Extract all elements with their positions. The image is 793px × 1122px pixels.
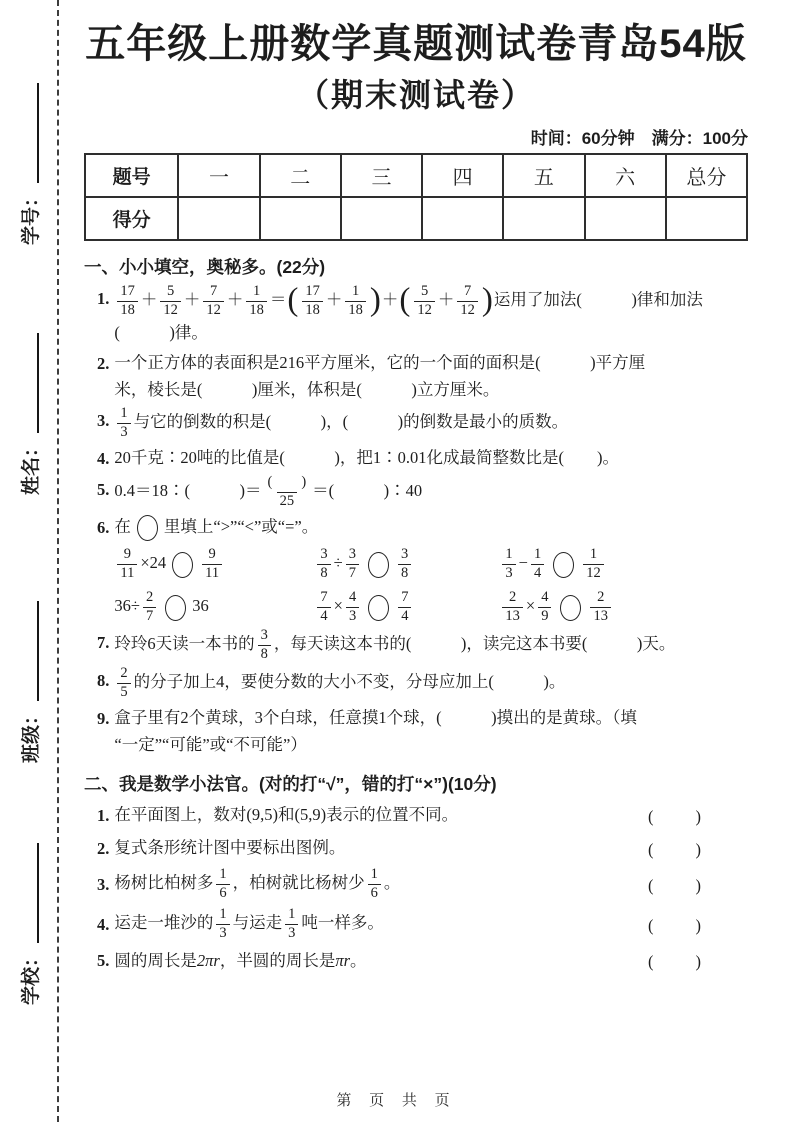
class-field xyxy=(15,591,43,773)
fraction: $\frac{2}{7}$ xyxy=(143,590,156,625)
question-5-line-1 xyxy=(114,475,748,510)
fraction: $\frac{1}{12}$ xyxy=(583,547,604,582)
section2-heading: 二、我是数学小法官。(对的打“√”，错的打“×”)(10分) xyxy=(84,773,497,794)
fraction: $\frac{1}{3}$ xyxy=(502,547,515,582)
text-run: ( )律。 xyxy=(114,323,208,343)
text-run: 里填上“>”“<”或“=”。 xyxy=(163,517,319,537)
school-label: 学校： xyxy=(21,948,42,1006)
math-italic: πr xyxy=(335,950,350,970)
question-4-line-1 xyxy=(114,444,748,471)
tf-answer-blank: ( ) xyxy=(648,806,704,826)
math-italic: 2πr xyxy=(196,950,220,970)
text-run: ＋ xyxy=(226,290,244,310)
question-6-intro xyxy=(114,513,748,541)
text-run: 米，棱长是( )厘米，体积是( )立方厘米。 xyxy=(114,380,500,400)
text-run: 。 xyxy=(383,872,401,892)
fraction: $\frac{2}{13}$ xyxy=(590,590,611,625)
question-number: 9. xyxy=(97,708,110,728)
score-row-label: 得分 xyxy=(85,197,178,240)
tf-answer-blank: ( ) xyxy=(648,876,704,896)
fraction: $\frac{3}{8}$ xyxy=(398,547,411,582)
text-run: ，每天读这本书的( )，读完这本书要( )天。 xyxy=(273,634,676,654)
score-table xyxy=(84,153,748,241)
tf-question-3-text xyxy=(114,867,400,902)
text-run: 盒子里有2个黄球，3个白球，任意摸1个球，( )摸出的是黄球。（填 xyxy=(114,707,637,727)
score-table-header-cell: 六 xyxy=(585,154,666,197)
tf-answer-blank: ( ) xyxy=(648,916,704,936)
fraction: $\frac{1}{18}$ xyxy=(345,284,366,319)
question-9-line-2 xyxy=(114,731,748,758)
text-run: ，半圆的周长是 xyxy=(219,950,336,970)
student-name-field xyxy=(15,323,43,505)
fraction: $\frac{1}{6}$ xyxy=(216,867,229,902)
text-run: 0.4＝18∶( )＝ xyxy=(114,481,262,501)
comparison-expression xyxy=(114,590,314,625)
fraction: $\frac{2}{13}$ xyxy=(502,590,523,625)
text-run: ÷ xyxy=(333,553,343,573)
text-run: ＋ xyxy=(140,290,158,310)
text-run: ＝ xyxy=(269,290,287,310)
comparison-expression xyxy=(114,547,314,582)
tf-answer-blank: ( ) xyxy=(648,839,704,859)
text-run: ＝( )∶40 xyxy=(312,481,423,501)
fraction: $\frac{7}{12}$ xyxy=(203,284,224,319)
time-and-score-meta: 时间：60分钟 满分：100分 xyxy=(530,129,748,149)
fraction: $\frac{1}{3}$ xyxy=(285,907,298,942)
question-1-line-1: $\frac{17}{18}$ ＋ $\frac{5}{12}$ ＋ $\frac{7}{12}$ ＋ $\frac{1}{18}$ ＝( $\frac{17}{18}$ ＋ $\frac{1}{18}$ )＋( $\frac{5}{12}$ ＋ $\frac{7}{12}$ )运用了加法( )律和加法 xyxy=(114,284,748,319)
class-label: 班级： xyxy=(21,706,42,764)
score-table-header-row xyxy=(85,154,747,197)
question-number: 1. xyxy=(97,289,110,309)
text-run: 吨一样多。 xyxy=(301,912,384,932)
comparison-circle-blank xyxy=(368,552,389,578)
text-run: 与它的倒数的积是( )，( )的倒数是最小的质数。 xyxy=(133,412,569,432)
comparison-circle-blank xyxy=(368,595,389,621)
fraction: $\frac{3}{7}$ xyxy=(346,547,359,582)
question-7 xyxy=(97,628,748,663)
page-title: 五年级上册数学真题测试卷青岛54版 xyxy=(85,22,747,66)
comparison-circle-blank xyxy=(560,595,581,621)
question-1-line-2 xyxy=(114,319,748,346)
tf-question-4 xyxy=(97,907,748,942)
score-cell-empty xyxy=(178,197,259,240)
text-run: 杨树比柏树多 xyxy=(114,872,214,892)
student-name-blank-line xyxy=(37,333,39,433)
question-number: 4. xyxy=(97,449,110,469)
section1-heading: 一、小小填空，奥秘多。(22分) xyxy=(84,257,326,278)
text-run: 36÷ xyxy=(114,596,140,616)
fraction: $\frac{5}{12}$ xyxy=(414,284,435,319)
question-2-line-1 xyxy=(114,349,748,376)
question-number: 1. xyxy=(97,805,110,825)
fraction: $\frac{4}{9}$ xyxy=(538,590,551,625)
question-9-line-1 xyxy=(114,704,748,731)
text-run: ×24 xyxy=(140,553,167,573)
comparison-circle-blank xyxy=(172,552,193,578)
text-run: ＋ xyxy=(437,290,455,310)
fraction: $\frac{3}{8}$ xyxy=(317,547,330,582)
text-run: 在 xyxy=(114,517,131,537)
fraction: $\frac{9}{11}$ xyxy=(117,547,137,582)
question-7-line-1 xyxy=(114,628,748,663)
score-cell-empty xyxy=(503,197,584,240)
page-subtitle: （期末测试卷） xyxy=(296,77,535,113)
page-footer: 第 页 共 页 xyxy=(336,1093,457,1109)
text-run: 运走一堆沙的 xyxy=(114,912,214,932)
question-3 xyxy=(97,406,748,441)
school-blank-line xyxy=(37,843,39,943)
student-id-blank-line xyxy=(37,83,39,183)
fraction: $\frac{7}{12}$ xyxy=(457,284,478,319)
tf-question-3 xyxy=(97,867,748,902)
text-run: ＋ xyxy=(183,290,201,310)
text-run: × xyxy=(333,596,343,616)
tf-question-2 xyxy=(97,834,748,862)
fraction: $\frac{9}{11}$ xyxy=(202,547,222,582)
question-2 xyxy=(97,349,748,403)
question-9 xyxy=(97,704,748,758)
question-number: 5. xyxy=(97,951,110,971)
comparison-circle-blank xyxy=(137,515,158,541)
fraction: $\frac{1}{4}$ xyxy=(531,547,544,582)
question-number: 2. xyxy=(97,838,110,858)
comparison-circle-blank xyxy=(553,552,574,578)
fraction: $\frac{4}{3}$ xyxy=(346,590,359,625)
score-table-score-row xyxy=(85,197,747,240)
text-run: − xyxy=(518,553,528,573)
text-run: 玲玲6天读一本书的 xyxy=(114,634,255,654)
fraction: $\frac{5}{12}$ xyxy=(160,284,181,319)
comparison-expression xyxy=(314,547,499,582)
question-8-line-1 xyxy=(114,666,748,701)
fraction: $\frac{7}{4}$ xyxy=(317,590,330,625)
text-run: 圆的周长是 xyxy=(114,950,197,970)
text-run: 运用了加法( )律和加法 xyxy=(493,290,703,310)
comparison-expression xyxy=(314,590,499,625)
student-id-label: 学号： xyxy=(21,188,42,246)
question-number: 8. xyxy=(97,670,110,690)
question-5 xyxy=(97,475,748,510)
question-number: 6. xyxy=(97,518,110,538)
fraction: $\frac{17}{18}$ xyxy=(117,284,138,319)
question-number: 4. xyxy=(97,915,110,935)
text-run: 20千克∶20吨的比值是( )，把1∶0.01化成最简整数比是( )。 xyxy=(114,448,619,468)
main-content xyxy=(84,0,748,979)
score-table-header-cell: 二 xyxy=(260,154,341,197)
class-blank-line xyxy=(37,601,39,701)
score-table-header-cell: 五 xyxy=(503,154,584,197)
fraction: $\frac{7}{4}$ xyxy=(398,590,411,625)
score-cell-empty xyxy=(666,197,747,240)
question-2-line-2 xyxy=(114,376,748,403)
fold-dashed-line xyxy=(57,0,59,1122)
text-run: 的分子加上4，要使分数的大小不变，分母应加上( )。 xyxy=(133,672,566,692)
question-number: 3. xyxy=(97,411,110,431)
score-table-header-cell: 一 xyxy=(178,154,259,197)
question-6 xyxy=(97,513,748,625)
comparison-grid xyxy=(114,547,748,625)
comparison-expression xyxy=(499,590,748,625)
question-number: 2. xyxy=(97,354,110,374)
question-4 xyxy=(97,444,748,472)
question-8 xyxy=(97,666,748,701)
tf-question-2-text xyxy=(114,834,345,861)
tf-question-5-text xyxy=(114,947,366,974)
fraction: $\frac{1}{3}$ xyxy=(117,406,130,441)
question-number: 7. xyxy=(97,632,110,652)
fraction: $\frac{2}{5}$ xyxy=(117,666,130,701)
score-cell-empty xyxy=(422,197,503,240)
score-cell-empty xyxy=(585,197,666,240)
text-run: 在平面图上，数对(9,5)和(5,9)表示的位置不同。 xyxy=(114,805,459,825)
comparison-expression xyxy=(499,547,748,582)
student-id-field xyxy=(15,73,43,255)
tf-question-1-text xyxy=(114,801,458,828)
text-run: 36 xyxy=(192,596,209,616)
text-run: 。 xyxy=(350,950,367,970)
text-run: 与运走 xyxy=(232,912,283,932)
score-table-header-cell: 三 xyxy=(341,154,422,197)
text-run: “一定”“可能”或“不可能”） xyxy=(114,734,307,754)
fraction: $\frac{3}{8}$ xyxy=(258,628,271,663)
score-cell-empty xyxy=(260,197,341,240)
question-number: 3. xyxy=(97,875,110,895)
tf-question-1 xyxy=(97,801,748,829)
school-field xyxy=(15,833,43,1015)
fraction: $\frac{17}{18}$ xyxy=(302,284,323,319)
tf-answer-blank: ( ) xyxy=(648,952,704,972)
score-cell-empty xyxy=(341,197,422,240)
fraction: $\frac{1}{18}$ xyxy=(246,284,267,319)
text-run: ，柏树就比杨树少 xyxy=(232,872,365,892)
score-table-header-cell: 总分 xyxy=(666,154,747,197)
text-run: ＋ xyxy=(325,290,343,310)
text-run: × xyxy=(525,596,536,616)
question-1 xyxy=(97,281,748,346)
fraction: $\frac{1}{3}$ xyxy=(216,907,229,942)
score-table-header-cell: 四 xyxy=(422,154,503,197)
fraction: $\frac{( )}{25}$ xyxy=(267,474,307,510)
text-run: 一个正方体的表面积是216平方厘米，它的一个面的面积是( )平方厘 xyxy=(114,353,646,373)
text-run: ＋ xyxy=(381,290,399,310)
score-table-header-cell: 题号 xyxy=(85,154,178,197)
comparison-circle-blank xyxy=(165,595,186,621)
student-name-label: 姓名： xyxy=(21,438,42,496)
fraction: $\frac{1}{6}$ xyxy=(368,867,381,902)
question-3-line-1 xyxy=(114,406,748,441)
text-run: 复式条形统计图中要标出图例。 xyxy=(114,838,346,858)
tf-question-4-text xyxy=(114,907,384,942)
question-number: 5. xyxy=(97,480,110,500)
tf-question-5 xyxy=(97,946,748,974)
